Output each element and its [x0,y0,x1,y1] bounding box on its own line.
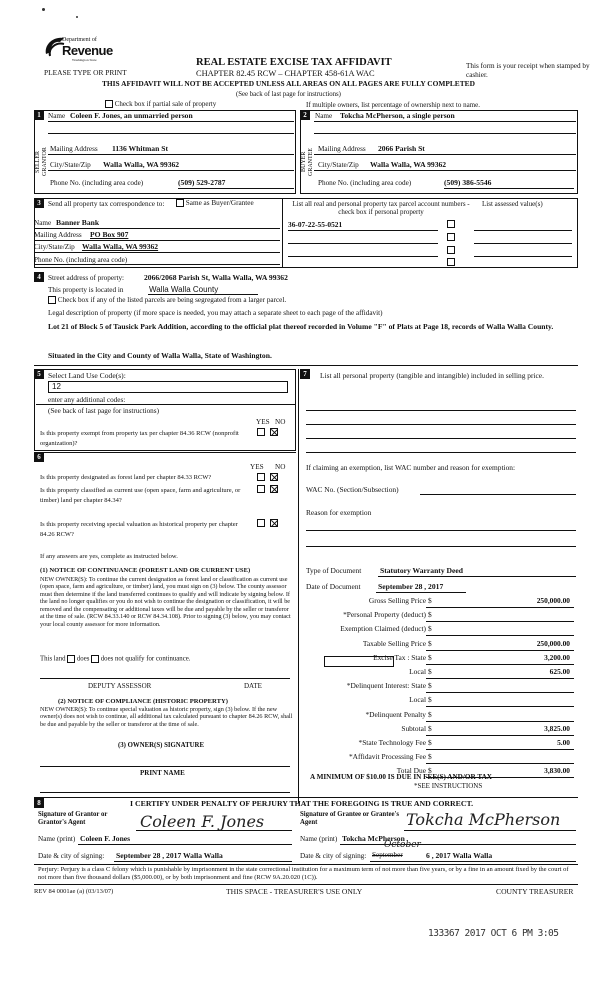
personal-property-label: List all personal property (tangible and intangible) included in selling price. [320,371,544,380]
yes-header-6: YES [250,463,264,471]
yes-header: YES [256,418,270,426]
fee-row [306,611,574,622]
rule [306,410,576,411]
seller-mailing-label: Mailing Address [50,145,98,153]
buyer-name-label: Name [315,112,333,120]
rule [314,133,576,134]
partial-sale-checkbox[interactable] [105,100,113,108]
exempt-checks [257,428,278,437]
fee-row [306,597,574,608]
exempt-question: Is this property exempt from property tax per chapter 84.36 RCW (nonprofit organization)? [40,430,239,447]
grantor-signature: Coleen F. Jones [140,812,265,831]
seller-mailing: 1136 Whitman St [112,144,168,153]
fee-currency: $ [428,667,432,676]
fee-currency: $ [428,596,432,605]
logo-state: Washington State [72,58,97,62]
form-chapter: CHAPTER 82.45 RCW – CHAPTER 458-61A WAC [196,69,375,78]
grantor-sig-label: Signature of Grantor or Grantor's Agent [38,811,108,827]
fee-currency: $ [428,695,432,705]
corr-city: Walla Walla, WA 99362 [82,242,159,251]
speck [42,8,45,11]
rule [306,424,576,425]
current-use-checks [257,485,278,494]
same-as-buyer[interactable] [176,199,254,208]
assessed-header: List assessed value(s) [482,200,543,208]
exempt-no-checkbox[interactable] [270,428,278,436]
fee-row [306,668,574,679]
fee-value: 250,000.00 [536,596,570,605]
exemption-label: If claiming an exemption, list WAC number and reason for exemption: [306,463,516,472]
section-4-number: 4 [34,272,44,282]
fee-line [426,763,574,764]
segregated-checkbox[interactable] [48,296,56,304]
buyer-side-label: BUYER GRANTEE [301,148,315,176]
section-1-number: 1 [34,110,44,120]
treasurer-space: THIS SPACE - TREASURER'S USE ONLY [226,887,363,896]
rule [48,170,294,171]
fee-currency: $ [428,624,432,634]
forest-yes-checkbox[interactable] [257,473,265,481]
rule [474,230,572,231]
rule [136,830,292,831]
fee-row [306,739,574,750]
grantee-date-struck: September [372,851,403,859]
rule [474,243,572,244]
rule [376,592,466,593]
section-3-number: 3 [34,198,44,208]
buyer-mailing-label: Mailing Address [318,145,366,153]
grantee-name-label: Name (print) [300,835,338,843]
parcel-header: List all real and personal property tax parcel account numbers - check box if personal property [292,200,470,217]
date-label: DATE [244,682,262,690]
section-6-number: 6 [34,452,44,462]
seller-side-label: SELLER GRANTOR [35,147,49,177]
fee-line [426,664,574,665]
corr-name: Banner Bank [56,218,100,227]
fee-label: Local [409,667,426,676]
corr-name-label: Name [34,219,52,227]
forest-question: Is this property designated as forest land per chapter 84.33 RCW? [40,474,212,481]
does-not-label: does not qualify for continuance. [100,655,191,663]
exempt-yes-checkbox[interactable] [257,428,265,436]
buyer-city: Walla Walla, WA 99362 [370,160,447,169]
footer-rule [34,884,578,885]
corr-phone-label: Phone No. (including area code) [34,256,128,264]
does-label: does [76,655,90,663]
fee-row [306,711,574,722]
rule [306,452,576,453]
fee-line [426,607,574,608]
rule [288,256,438,257]
fee-row [306,625,574,636]
doc-type: Statutory Warranty Deed [380,566,463,575]
street-label: Street address of property: [48,274,125,282]
fee-label: *Delinquent Penalty [365,709,426,719]
personal-property-checkbox[interactable] [447,220,455,228]
section-8-rule [34,797,578,798]
fee-line [426,692,574,693]
rule [314,154,576,155]
partial-sale-label: Check box if partial sale of property [114,100,217,108]
notice-1-text: NEW OWNER(S): To continue the current designation as forest land or classification as current use (open space, farm and agriculture, or timber) land, you must sign on (3) below. The county assessor must then determine if the land transferred continues to qualify and will indicate by signing below. If the land no longer qualifies or you do not wish to continue the designation or classification, it will be removed and the compensating or additional taxes will be due and payable by the seller or transferor at the time of sale. (RCW 84.33.140 or RCW 84.34.108). Prior to signing (3) below, you may contact your local county assessor for more information. [40,576,291,628]
parcel-number: 36-07-22-55-0521 [288,220,343,229]
section-2-number: 2 [300,110,310,120]
land-use-input[interactable] [48,381,288,393]
rule [48,121,294,122]
logo-dept: Department of [62,37,97,43]
fee-currency: $ [428,610,432,620]
receipt-note: This form is your receipt when stamped by cashier. [466,62,590,79]
fee-line [426,635,574,636]
situated: Situated in the City and County of Walla Walla, State of Washington. [48,351,272,360]
rule [36,404,296,405]
fee-label: *Affidavit Processing Fee [348,752,426,762]
seller-name: Coleen F. Jones, an unmarried person [70,111,193,120]
buyer-city-label: City/State/Zip [318,161,359,169]
send-to-label: Send all property tax correspondence to: [48,200,165,208]
seller-city: Walla Walla, WA 99362 [103,160,180,169]
corr-city-label: City/State/Zip [34,243,75,251]
partial-sale[interactable] [105,100,216,108]
fee-currency: $ [428,638,432,648]
see-back: (See back of last page for instructions) [236,91,341,98]
divider [282,198,283,268]
historic-yes-checkbox[interactable] [257,519,265,527]
located: Walla Walla County [149,285,219,294]
no-header: NO [275,418,286,426]
does-not-checkbox[interactable] [91,655,99,663]
rule [114,861,292,862]
fee-label: Taxable Selling Price [362,638,426,648]
land-use-label: Select Land Use Code(s): [48,371,126,380]
rule [34,240,280,241]
grantee-date-label: Date & city of signing: [300,852,367,860]
grantor-name-label: Name (print) [38,835,76,843]
grantee-signature: Tokcha McPherson [406,810,561,829]
fee-label: *Delinquent Interest: State [346,681,426,691]
fee-value: 3,200.00 [544,652,570,662]
forest-no-checkbox[interactable] [270,473,278,481]
located-label: This property is located in [48,286,124,294]
section-7-divider [298,369,299,803]
additional-codes: enter any additional codes: [48,396,126,404]
rule [378,576,576,577]
multiple-owners: If multiple owners, list percentage of ownership next to name. [306,101,480,109]
same-as-buyer-label: Same as Buyer/Grantee [185,199,254,207]
perjury-note: Perjury: Perjury is a class C felony which is punishable by imprisonment in the state correctional institution for a maximum term of not more than five years, or by a fine in an amount fixed by the court of not more than five thousand dollars ($5,000.00), or by both imprisonment and fine (RCW 9A.20.020 (1C)). [38,866,569,882]
fee-value: 625.00 [549,667,570,676]
seller-name-label: Name [48,112,66,120]
rule [404,830,576,831]
wac-label: WAC No. (Section/Subsection) [306,485,399,494]
fee-line [426,735,574,736]
form-title: REAL ESTATE EXCISE TAX AFFIDAVIT [196,57,392,68]
see-instructions: *SEE INSTRUCTIONS [414,782,483,790]
section-6-top-rule [34,452,296,453]
reason-label: Reason for exemption [306,508,372,517]
personal-property-checkbox[interactable] [447,246,455,254]
fee-value: 3,830.00 [544,766,570,776]
grantor-name: Coleen F. Jones [80,834,131,843]
fee-label: Excise Tax : State [373,652,426,662]
seller-phone-label: Phone No. (including area code) [50,179,144,187]
grantee-date-handwritten: October [384,840,421,850]
fee-row [306,753,574,764]
rule [306,438,576,439]
buyer-phone-label: Phone No. (including area code) [318,179,412,187]
continuance-line [40,655,190,664]
print-name-label: PRINT NAME [140,769,185,777]
segregated[interactable] [48,296,286,305]
please-type: PLEASE TYPE OR PRINT [44,68,127,77]
fee-label: Total Due [396,766,426,776]
fee-line [426,721,574,722]
buyer-phone: (509) 386-5546 [444,178,492,187]
rule [34,264,280,265]
personal-property-checkbox[interactable] [447,258,455,266]
land-use-see-back: (See back of last page for instructions) [48,407,159,415]
rule [34,228,280,229]
parcel-checkboxes [447,246,455,255]
corr-mailing-label: Mailing Address [34,231,82,239]
seller-phone: (509) 529-2787 [178,178,226,187]
rule [288,230,438,231]
fee-label: *Personal Property (deduct) [343,610,426,620]
rule [178,188,294,189]
county-treasurer: COUNTY TREASURER [496,887,574,896]
notice-2-text: NEW OWNER(S): To continue special valuation as historic property, sign (3) below. If the new owner(s) does not wish to continue, all additional tax calculated pursuant to chapter 84.26 RCW, shall be due and payable by the seller or transferor at the time of sale. [40,706,293,728]
rule [48,133,294,134]
land-use-code: 12 [52,382,61,391]
wac-input [420,494,576,495]
rule [314,170,576,171]
rule [288,243,438,244]
doc-date: September 28 , 2017 [378,582,444,591]
fee-currency: $ [428,766,432,776]
fee-value: 5.00 [557,738,570,747]
rule [48,154,294,155]
fee-label: Subtotal [401,723,426,733]
fee-currency: $ [428,681,432,691]
historic-checks [257,519,278,528]
certify: I CERTIFY UNDER PENALTY OF PERJURY THAT THE FOREGOING IS TRUE AND CORRECT. [130,799,474,808]
if-yes-note: If any answers are yes, complete as instructed below. [40,553,178,560]
fee-row [306,696,574,707]
fee-line [426,706,574,707]
rule [34,252,280,253]
section-7-number: 7 [300,369,310,379]
warning: THIS AFFIDAVIT WILL NOT BE ACCEPTED UNLESS ALL AREAS ON ALL PAGES ARE FULLY COMPLETED [102,79,475,88]
no-header-6: NO [275,463,286,471]
fee-value: 3,825.00 [544,723,570,733]
corr-mailing: PO Box 907 [90,230,129,239]
rule [40,678,290,679]
legal-label: Legal description of property (if more space is needed, you may attach a separate sheet to each page of the affidavit) [48,309,383,317]
current-use-question: Is this property classified as current use (open space, farm and agriculture, or timber) land per chapter 84.34? [40,487,241,504]
fee-label: Local [409,695,426,705]
rule [40,766,290,767]
rule [370,861,576,862]
personal-property-checkbox[interactable] [447,233,455,241]
notice-1-title: (1) NOTICE OF CONTINUANCE (FOREST LAND OR CURRENT USE) [40,567,251,574]
historic-question: Is this property receiving special valuation as historical property per chapter 84.26 RCW? [40,521,238,538]
minimum-note: A MINIMUM OF $10.00 IS DUE IN FEE(S) AND/OR TAX [310,773,492,781]
rule [340,844,576,845]
notice-2-title: (2) NOTICE OF COMPLIANCE (HISTORIC PROPERTY) [58,698,228,705]
owner-signature-label: (3) OWNER(S) SIGNATURE [118,742,204,749]
logo-name: Revenue [62,43,113,58]
seller-city-label: City/State/Zip [50,161,91,169]
grantee-date: 6 , 2017 Walla Walla [426,851,493,860]
doc-date-label: Date of Document [306,582,361,591]
street: 2066/2068 Parish St, Walla Walla, WA 99362 [144,273,288,282]
doc-type-label: Type of Document [306,566,362,575]
this-land-label: This land [40,655,66,663]
fee-currency: $ [428,709,432,719]
section-5-number: 5 [34,369,44,379]
speck [76,16,78,18]
fee-line [426,678,574,679]
parcel-checkboxes [447,258,455,267]
current-use-no-checkbox[interactable] [270,485,278,493]
revenue-logo [42,34,113,64]
form-revision: REV 84 0001ae (a) (03/13/07) [34,888,114,895]
fee-row [306,682,574,693]
does-checkbox[interactable] [67,655,75,663]
rule [444,188,574,189]
same-as-buyer-checkbox[interactable] [176,199,184,207]
fee-currency: $ [428,752,432,762]
rule [306,530,576,531]
fee-line [426,650,574,651]
fee-row [306,640,574,651]
rule [314,121,576,122]
rule [148,294,258,295]
fee-label: Exemption Claimed (deduct) [340,624,426,634]
buyer-name: Tokcha McPherson, a single person [340,111,455,120]
parcel-checkboxes [447,220,455,229]
rule [474,256,572,257]
fee-currency: $ [428,723,432,733]
fee-currency: $ [428,652,432,662]
section-8-number: 8 [34,798,44,808]
fee-value: 250,000.00 [536,638,570,648]
fee-row [306,725,574,736]
grantee-sig-label: Signature of Grantee or Grantee's Agent [300,811,400,827]
local-rate-input[interactable] [324,656,394,667]
forest-checks [257,473,278,482]
fee-line [426,621,574,622]
recording-stamp: 133367 2017 OCT 6 PM 3:05 [428,928,559,939]
fee-label: Gross Selling Price [368,596,426,605]
current-use-yes-checkbox[interactable] [257,485,265,493]
legal-description: Lot 21 of Block 5 of Tausick Park Addition, according to the official plat thereof recorded in Volume "F" of Plats at Page 18, records of Walla Walla County. [48,322,554,331]
fee-currency: $ [428,738,432,747]
fee-line [426,749,574,750]
parcel-checkboxes [447,233,455,242]
grantor-date: September 28 , 2017 Walla Walla [116,851,223,860]
rule [40,792,290,793]
grantor-date-label: Date & city of signing: [38,852,105,860]
buyer-mailing: 2066 Parish St [378,144,425,153]
rule [78,844,292,845]
grantee-name: Tokcha McPherson [342,834,405,843]
fee-label: *State Technology Fee [358,738,426,747]
perjury-rule [34,864,578,865]
deputy-assessor-label: DEPUTY ASSESSOR [88,682,152,690]
historic-no-checkbox[interactable] [270,519,278,527]
rule [306,546,576,547]
segregated-label: Check box if any of the listed parcels are being segregated from a larger parcel. [57,296,287,304]
